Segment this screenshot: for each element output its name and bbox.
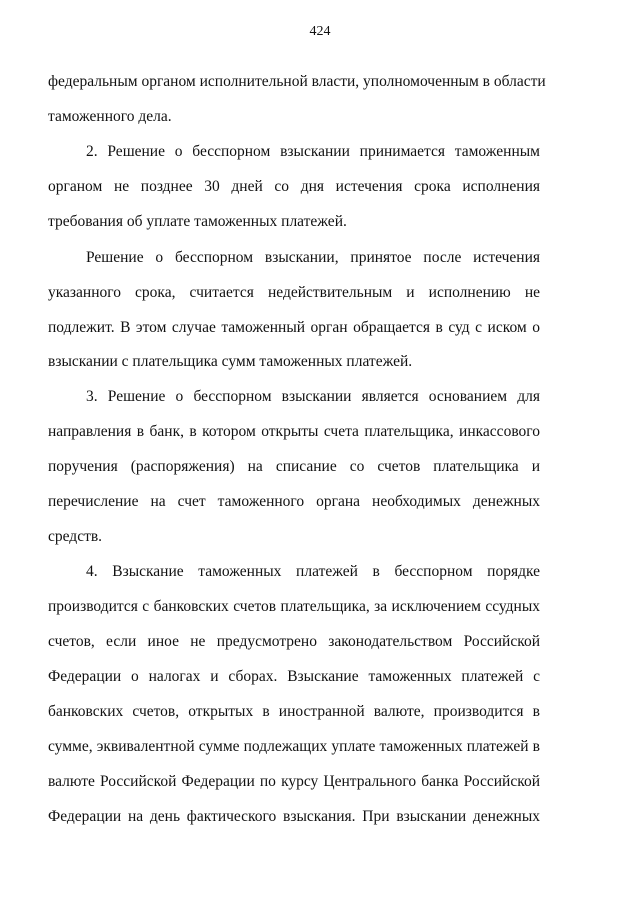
text-line: Решение о бесспорном взыскании, принятое после истечения	[86, 249, 540, 266]
text-line: средств.	[48, 528, 103, 545]
text-line: счетов, если иное не предусмотрено законодательством Российской	[48, 633, 540, 650]
text-line: поручения (распоряжения) на списание со счетов плательщика и	[48, 458, 540, 475]
text-line: органом не позднее 30 дней со дня истечения срока исполнения	[48, 178, 540, 195]
text-line: взыскании с плательщика сумм таможенных платежей.	[48, 353, 413, 370]
text-line: Федерации о налогах и сборах. Взыскание таможенных платежей с	[48, 668, 540, 685]
text-line: направления в банк, в котором открыты счета плательщика, инкассового	[48, 423, 540, 440]
text-line: подлежит. В этом случае таможенный орган обращается в суд с иском о	[48, 319, 540, 336]
page-number: 424	[309, 24, 331, 39]
text-line: производится с банковских счетов плательщика, за исключением ссудных	[48, 598, 540, 615]
text-line: 3. Решение о бесспорном взыскании является основанием для	[86, 388, 540, 405]
text-line: перечисление на счет таможенного органа необходимых денежных	[48, 493, 540, 510]
text-line: валюте Российской Федерации по курсу Центрального банка Российской	[48, 773, 540, 790]
text-line: указанного срока, считается недействительным и исполнению не	[48, 284, 540, 301]
text-line: таможенного дела.	[48, 108, 172, 125]
text-line: требования об уплате таможенных платежей.	[48, 213, 347, 230]
text-line: федеральным органом исполнительной власти, уполномоченным в области	[48, 73, 546, 90]
text-line: сумме, эквивалентной сумме подлежащих уплате таможенных платежей в	[48, 738, 540, 755]
text-line: 4. Взыскание таможенных платежей в бесспорном порядке	[86, 563, 540, 580]
text-line: 2. Решение о бесспорном взыскании принимается таможенным	[86, 143, 540, 160]
text-line: Федерации на день фактического взыскания. При взыскании денежных	[48, 808, 540, 825]
text-line: банковских счетов, открытых в иностранной валюте, производится в	[48, 703, 540, 720]
